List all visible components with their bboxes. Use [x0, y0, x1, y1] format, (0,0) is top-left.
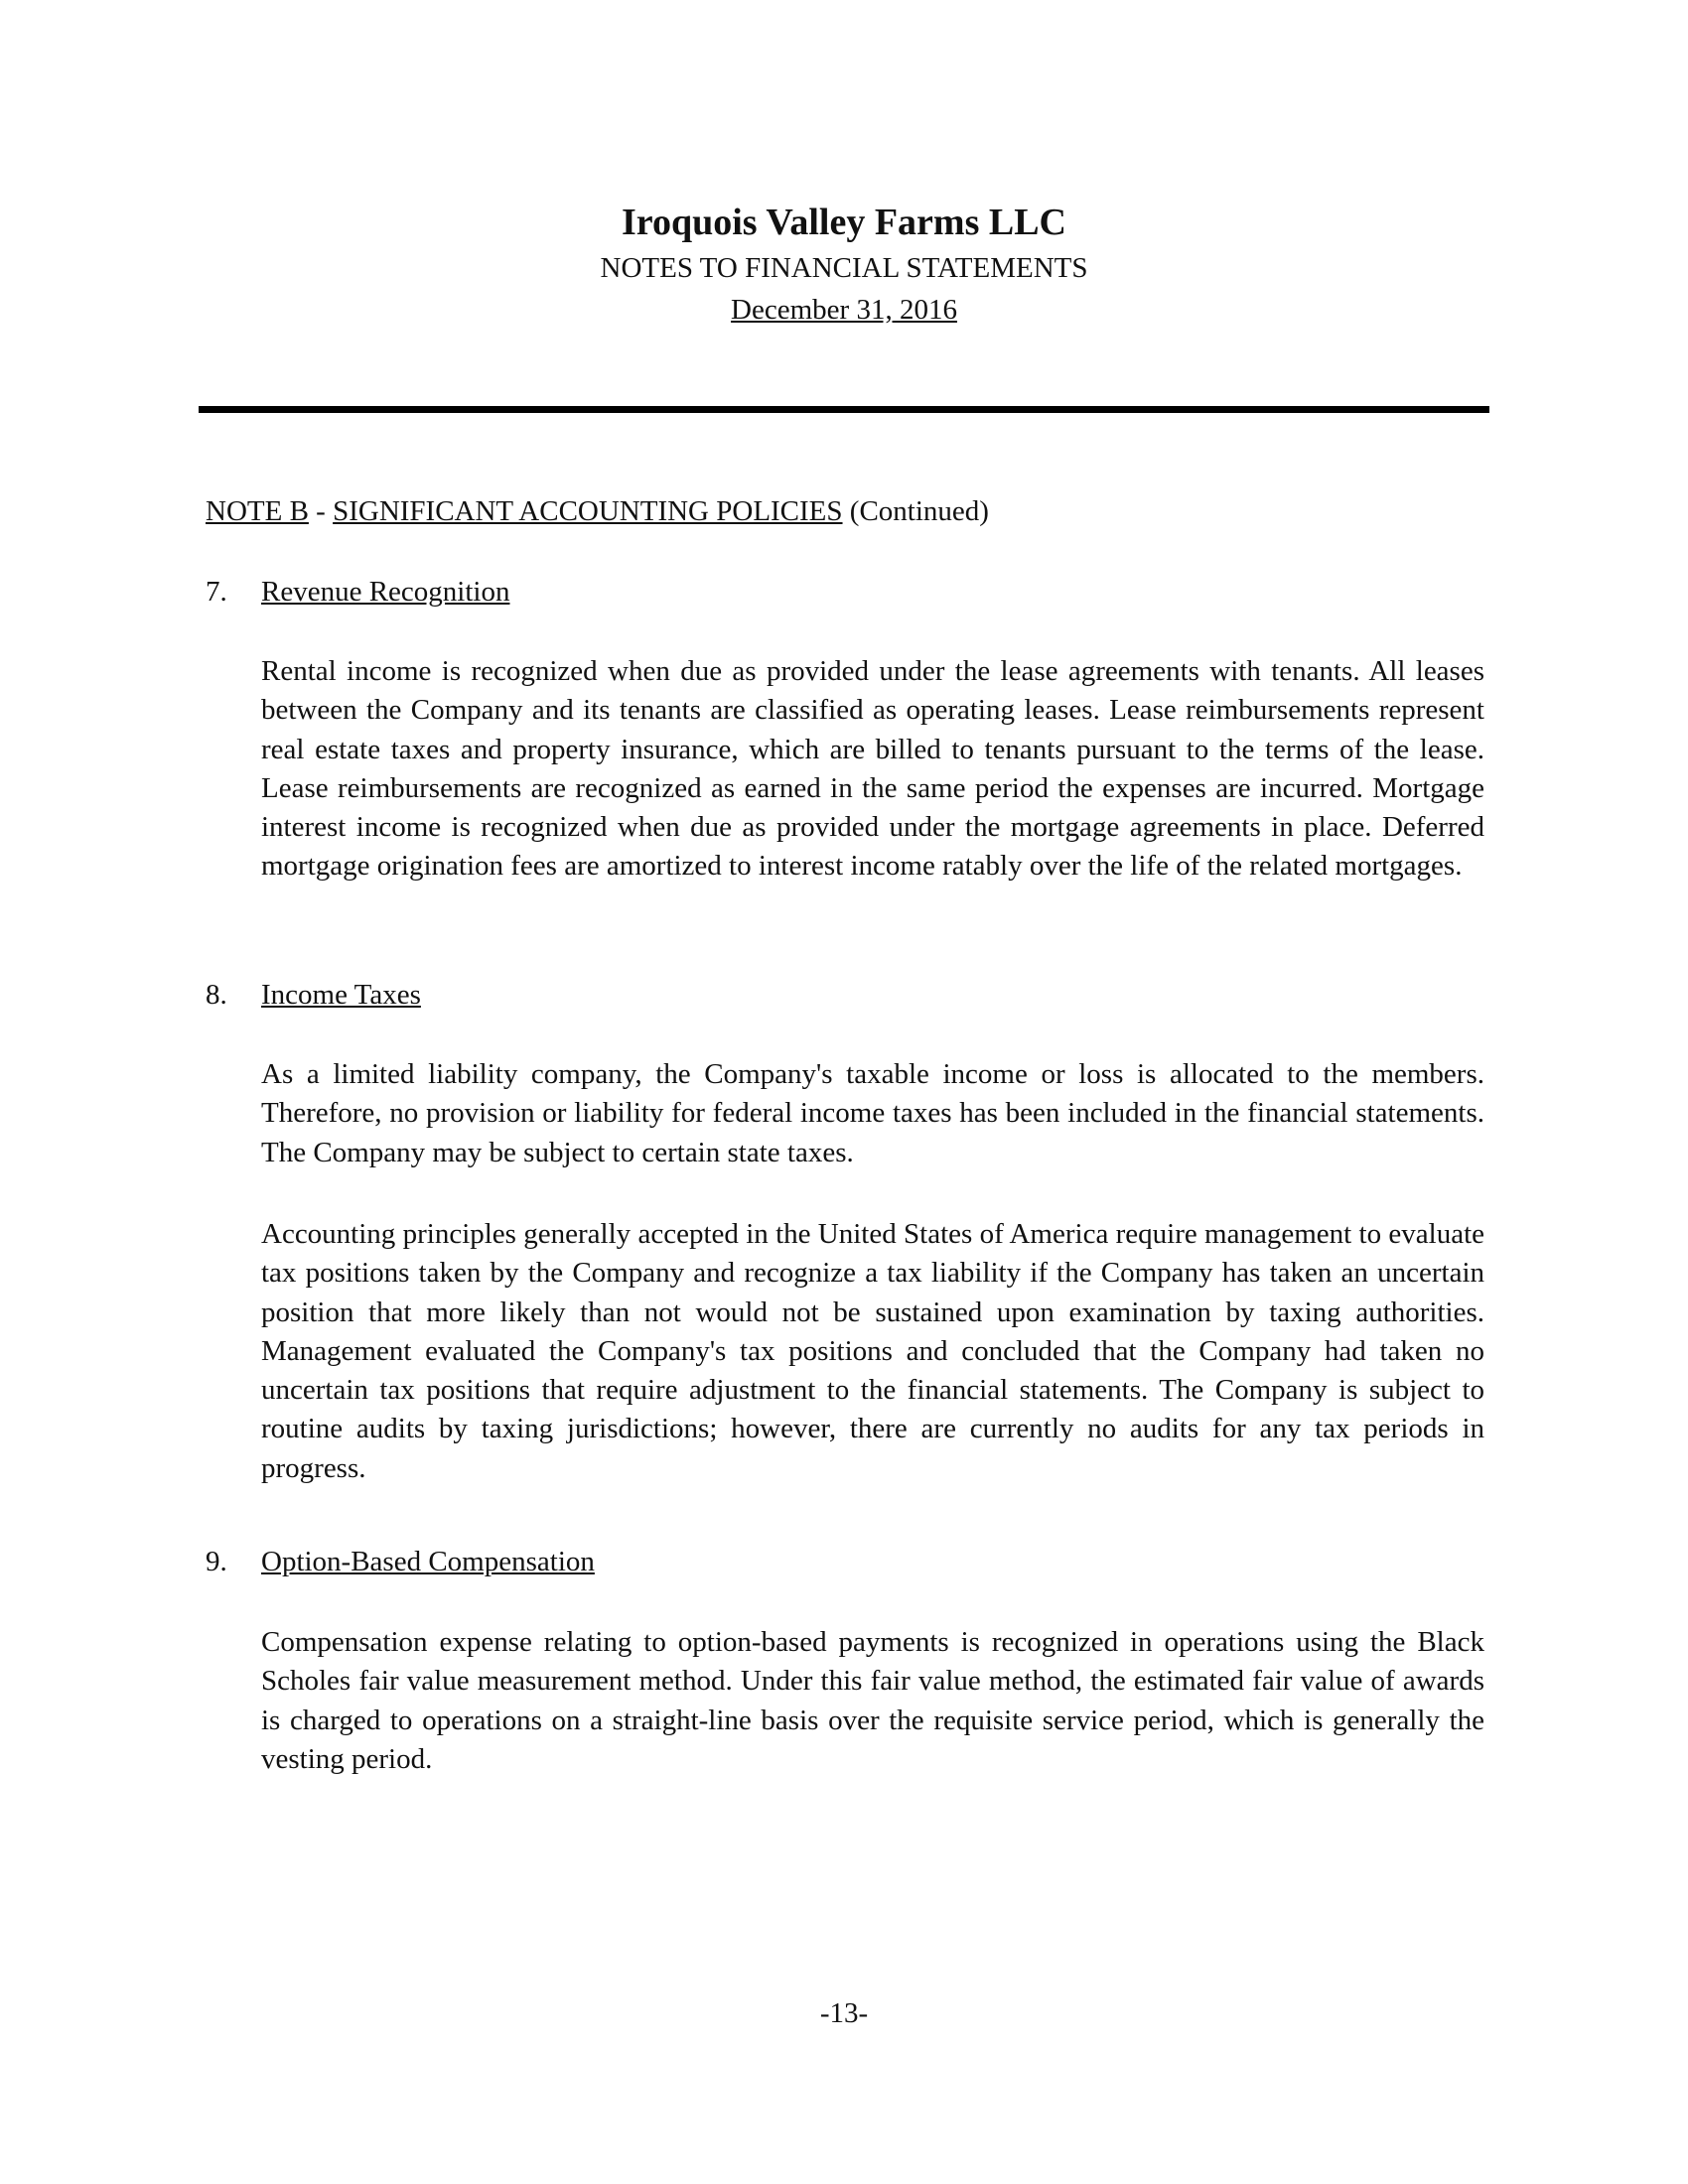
page-header: [0, 199, 1688, 330]
section-number: 7.: [206, 576, 227, 608]
page-number: -13-: [819, 1997, 869, 2029]
revenue-recognition-paragraph: Rental income is recognized when due as provided under the lease agreements with tenants. All leases between the Company and its tenants are classified as operating leases. Lease reimbursements represent real estate taxes and property insurance, which are billed to tenants pursuant to the terms of the lease. Lease reimbursements are recognized as earned in the same period the expenses are incurred. Mortgage interest income is recognized when due as provided under the mortgage agreements in place. Deferred mortgage origination fees are amortized to interest income ratably over the life of the related mortgages.: [261, 655, 1484, 883]
statement-date: December 31, 2016: [731, 294, 957, 326]
note-separator: -: [316, 495, 326, 527]
document-subtitle: NOTES TO FINANCIAL STATEMENTS: [600, 252, 1088, 284]
section-title: Income Taxes: [261, 979, 421, 1011]
income-taxes-paragraph-1: As a limited liability company, the Company's taxable income or loss is allocated to the members. Therefore, no provision or liability for federal income taxes has been included in the financial statements. The Company may be subject to certain state taxes.: [261, 1058, 1484, 1168]
section-number: 8.: [206, 979, 227, 1011]
section-title: Option-Based Compensation: [261, 1546, 595, 1577]
note-title: SIGNIFICANT ACCOUNTING POLICIES: [333, 495, 843, 527]
company-name: Iroquois Valley Farms LLC: [622, 202, 1066, 243]
note-suffix: (Continued): [849, 495, 989, 527]
section-heading-revenue-recognition: [206, 572, 509, 612]
section-heading-option-based-compensation: [206, 1542, 595, 1581]
section-heading-income-taxes: [206, 975, 421, 1015]
statement-date-line: [0, 290, 1688, 330]
note-label: NOTE B: [206, 495, 309, 527]
header-divider: [199, 406, 1489, 413]
income-taxes-paragraph-2: Accounting principles generally accepted in the United States of America require management to evaluate tax positions taken by the Company and recognize a tax liability if the Company has taken an uncertain position that more likely than not would not be sustained upon examination by taxing authorities. Management evaluated the Company's tax positions and concluded that the Company had taken no uncertain tax positions that require adjustment to the financial statements. The Company is subject to routine audits by taxing jurisdictions; however, there are currently no audits for any tax periods in progress.: [261, 1218, 1484, 1484]
section-number: 9.: [206, 1546, 227, 1577]
section-title: Revenue Recognition: [261, 576, 510, 608]
note-heading: [206, 491, 989, 531]
option-based-compensation-paragraph: Compensation expense relating to option-based payments is recognized in operations using the Black Scholes fair value measurement method. Under this fair value method, the estimated fair value of awards is charged to operations on a straight-line basis over the requisite service period, which is generally the vesting period.: [261, 1626, 1484, 1775]
